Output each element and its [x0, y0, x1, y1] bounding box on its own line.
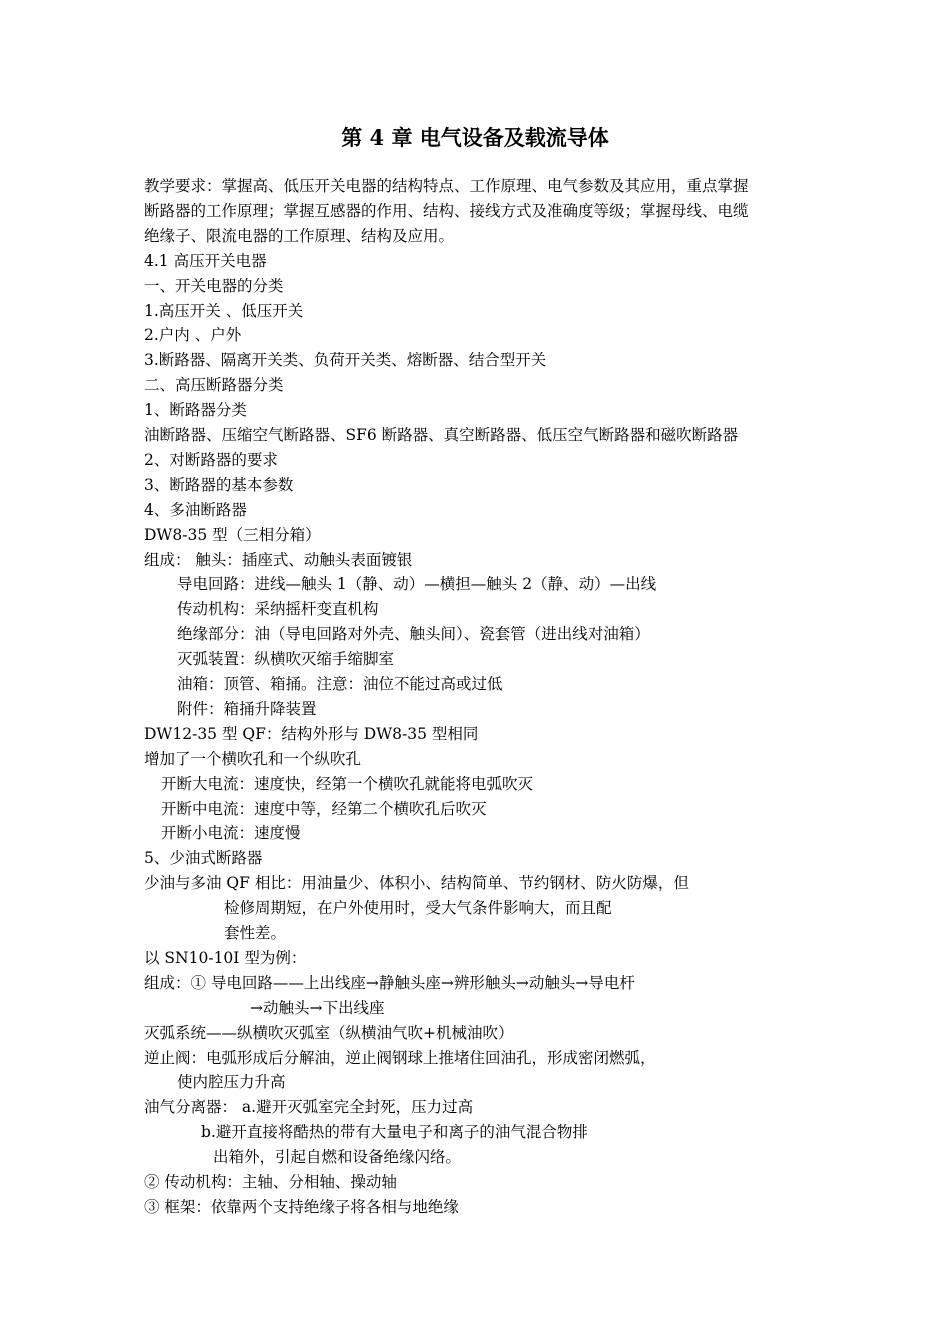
- text-line: b.避开直接将酷热的带有大量电子和离子的油气混合物排: [201, 1123, 588, 1142]
- text-line: 油断路器、压缩空气断路器、SF6 断路器、真空断路器、低压空气断路器和磁吹断路器: [144, 426, 739, 444]
- text-line: 检修周期短，在户外使用时，受大气条件影响大，而且配: [224, 899, 612, 918]
- text-line: 附件：箱捅升降装置: [177, 699, 317, 718]
- chapter-title: 第 4 章 电气设备及载流导体: [341, 125, 609, 150]
- text-line: 油箱：顶管、箱捅。注意：油位不能过高或过低: [177, 675, 503, 693]
- text-line: 灭弧系统——纵横吹灭弧室（纵横油气吹+机械油吹）: [144, 1023, 514, 1042]
- text-line: 传动机构：采纳摇杆变直机构: [177, 600, 379, 619]
- text-line: 出箱外，引起自燃和设备绝缘闪络。: [213, 1148, 462, 1167]
- text-line: 1.高压开关 、低压开关: [144, 301, 304, 320]
- text-line: 5、少油式断路器: [144, 849, 263, 868]
- text-line: 组成： 触头：插座式、动触头表面镀银: [144, 550, 413, 569]
- text-line: 套性差。: [224, 924, 287, 942]
- text-line: 绝缘子、限流电器的工作原理、结构及应用。: [144, 226, 455, 245]
- text-line: ② 传动机构：主轴、分相轴、操动轴: [144, 1173, 397, 1191]
- text-line: 导电回路：进线—触头 1（静、动）—横担—触头 2（静、动）—出线: [177, 575, 657, 594]
- text-line: 断路器的工作原理；掌握互感器的作用、结构、接线方式及准确度等级；掌握母线、电缆: [144, 201, 749, 220]
- text-line: ③ 框架：依靠两个支持绝缘子将各相与地绝缘: [144, 1197, 459, 1216]
- text-line: 一、开关电器的分类: [144, 276, 284, 295]
- text-line: 少油与多油 QF 相比：用油量少、体积小、结构简单、节约钢材、防火防爆，但: [144, 874, 689, 893]
- text-line: 2.户内 、户外: [144, 326, 242, 345]
- text-line: 开断中电流：速度中等，经第二个横吹孔后吹灭: [161, 799, 487, 818]
- text-line: 2、对断路器的要求: [144, 450, 278, 469]
- text-line: 组成：① 导电回路——上出线座→静触头座→辨形触头→动触头→导电杆: [144, 973, 635, 992]
- text-line: 增加了一个横吹孔和一个纵吹孔: [144, 749, 362, 768]
- text-line: 灭弧装置：纵横吹灭缩手缩脚室: [177, 650, 395, 669]
- text-line: 3、断路器的基本参数: [144, 475, 294, 494]
- text-line: 绝缘部分：油（导电回路对外壳、触头间）、瓷套管（进出线对油箱）: [177, 625, 650, 644]
- text-line: 3.断路器、隔离开关类、负荷开关类、熔断器、结合型开关: [144, 351, 547, 370]
- text-line: 开断小电流：速度慢: [161, 824, 301, 843]
- text-line: 4.1 高压开关电器: [144, 251, 267, 270]
- text-line: 1、断路器分类: [144, 401, 247, 420]
- text-line: 教学要求：掌握高、低压开关电器的结构特点、工作原理、电气参数及其应用，重点掌握: [144, 177, 749, 195]
- text-line: 油气分离器： a.避开灭弧室完全封死，压力过高: [144, 1098, 474, 1117]
- text-line: →动触头→下出线座: [250, 998, 385, 1017]
- text-line: 使内腔压力升高: [177, 1073, 286, 1092]
- text-line: 逆止阀：电弧形成后分解油，逆止阀钢球上推堵住回油孔，形成密闭燃弧，: [144, 1048, 656, 1067]
- text-line: 以 SN10-10I 型为例：: [144, 948, 307, 967]
- text-line: DW8-35 型（三相分箱）: [144, 525, 321, 544]
- text-line: DW12-35 型 QF：结构外形与 DW8-35 型相同: [144, 724, 479, 743]
- text-line: 二、高压断路器分类: [144, 376, 284, 395]
- text-line: 开断大电流：速度快，经第一个横吹孔就能将电弧吹灭: [161, 774, 534, 793]
- text-line: 4、多油断路器: [144, 500, 247, 519]
